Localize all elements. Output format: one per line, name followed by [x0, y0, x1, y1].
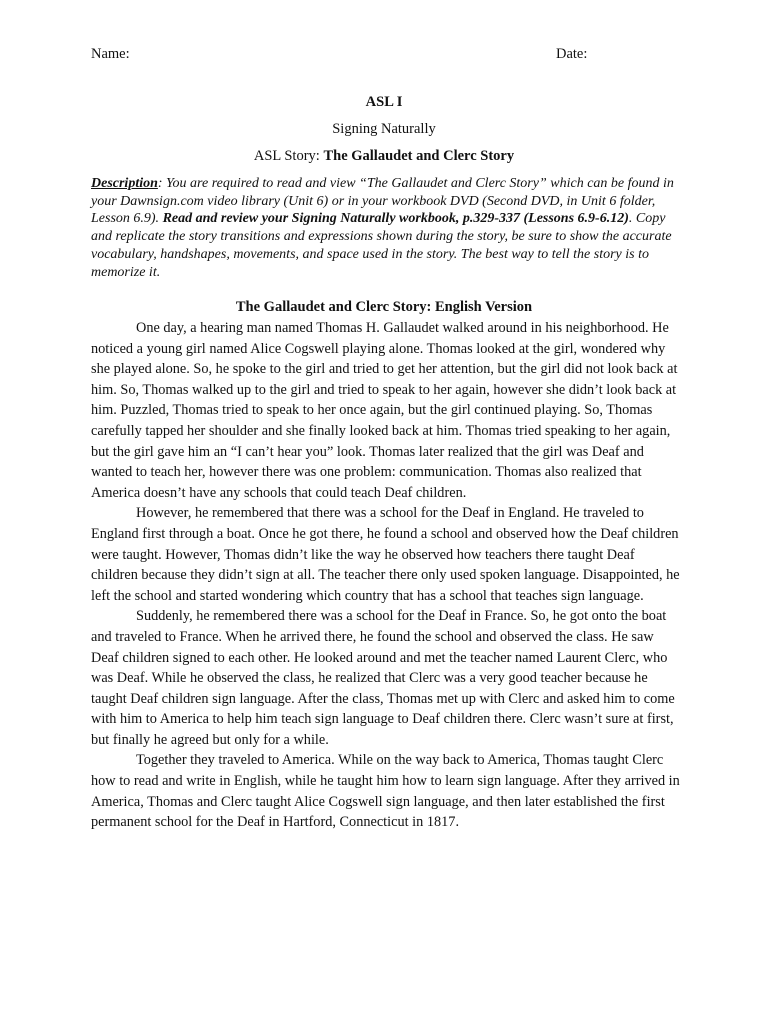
description-part1: : You are required to read and view “The Gallaudet and Clerc Story” which can be found in your Dawnsign.com video library (Unit 6) or in your workbook DVD (Second DVD, in Unit 6 folder, Lesson 6.9). [91, 176, 674, 227]
english-version-title: The Gallaudet and Clerc Story: English Version [235, 299, 533, 315]
story-body [91, 318, 681, 833]
story-heading-title: The Gallaudet and Clerc Story [323, 148, 515, 164]
story-paragraph: Suddenly, he remembered there was a school for the Deaf in France. So, he got onto the boat and traveled to France. When he arrived there, he found the school and observed the class. He saw Deaf children signed to each other. He looked around and met the teacher named Laurent Clerc, who was Deaf. While he observed the class, he realized that Clerc was a very good teacher because he taught Deaf children sign language. After the class, Thomas met up with Clerc and asked him to come with him to America to help him teach sign language to Deaf children there. Clerc wasn’t sure at first, but finally he agreed but only for a while. [91, 608, 675, 748]
description-lead: Description [91, 176, 158, 191]
date-label: Date: [556, 46, 588, 62]
assignment-description [91, 175, 681, 281]
story-paragraph: Together they traveled to America. While on the way back to America, Thomas taught Clerc how to read and write in English, while he taught him how to learn sign language. After they arrived in America, Thomas and Clerc taught Alice Cogswell sign language, and then later established the first permanent school for the Deaf in Hartford, Connecticut in 1817. [91, 752, 680, 831]
story-paragraph: However, he remembered that there was a school for the Deaf in England. He traveled to England first through a boat. Once he got there, he found a school and observed how the Deaf children were taught. However, Thomas didn’t like the way he observed how teachers there taught Deaf children because they didn’t sign at all. The teacher there only used spoken language. Disappointed, he left the school and started wondering which country that has a school that teaches sign language. [91, 505, 680, 604]
story-paragraph: One day, a hearing man named Thomas H. Gallaudet walked around in his neighborhood. He noticed a young girl named Alice Cogswell playing alone. Thomas looked at the girl, wondered why she played alone. So, he spoke to the girl and tried to get her attention, but the girl did not look back at him. So, Thomas walked up to the girl and tried to speak to her again, however she didn’t look back at him. Puzzled, Thomas tried to speak to her once again, but the girl continued playing. So, Thomas carefully tapped her shoulder and she finally looked back at him. Thomas tried speaking to her again, but the girl gave him an “I can’t hear you” look. Thomas later realized that the girl was Deaf and wanted to teach her, however there was one problem: communication. Thomas also realized that America doesn’t have any schools that could teach Deaf children. [91, 320, 678, 501]
course-title: ASL I [365, 94, 403, 110]
course-subtitle: Signing Naturally [332, 121, 436, 137]
story-heading [0, 148, 768, 165]
story-heading-prefix: ASL Story: [253, 148, 324, 164]
description-emphasis: Read and review your Signing Naturally workbook, p.329-337 (Lessons 6.9-6.12) [162, 211, 629, 227]
name-label: Name: [91, 46, 130, 62]
description-part2: . Copy and replicate the story transitions and expressions shown during the story, be sure to show the accurate vocabulary, handshapes, movements, and space used in the story. The best way to tell the story is to memorize it. [91, 211, 672, 280]
